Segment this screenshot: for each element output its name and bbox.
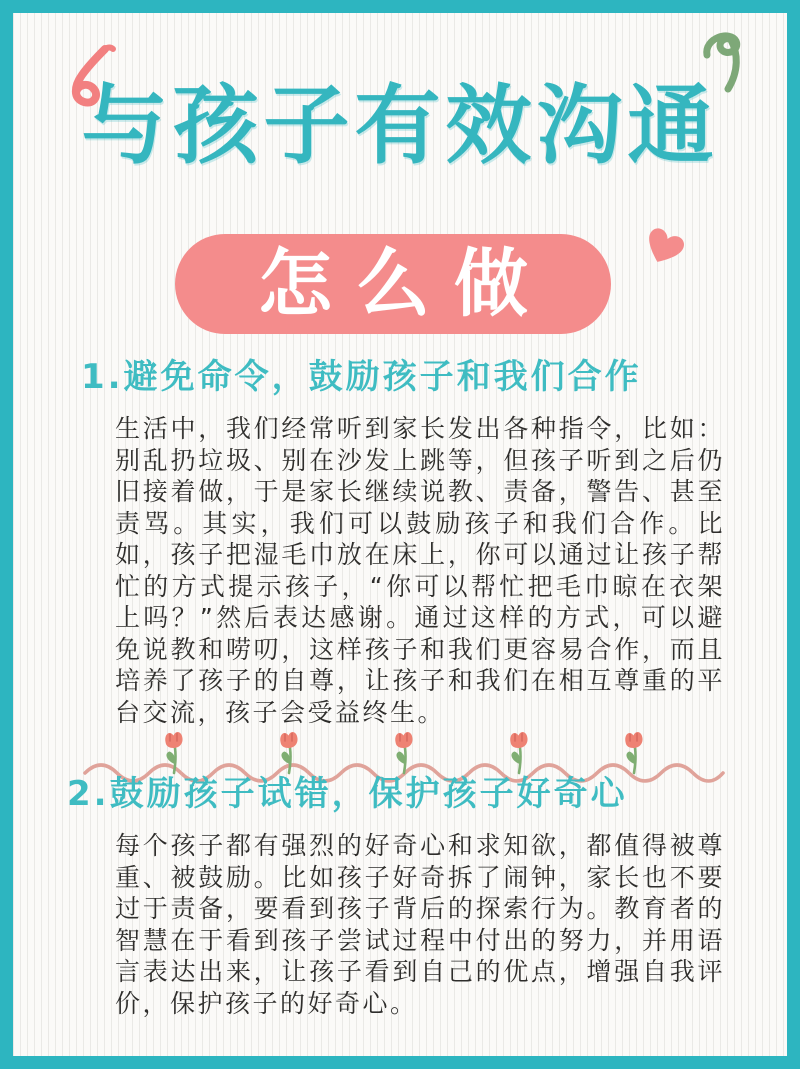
how-to-badge: 怎么做 <box>175 234 611 334</box>
section-1-heading: 1.避免命令，鼓励孩子和我们合作 <box>81 357 642 397</box>
section-1 <box>13 356 787 728</box>
poster-title: 与孩子有效沟通 <box>81 76 719 176</box>
section-2 <box>13 773 787 1019</box>
section-2-heading: 2.鼓励孩子试错，保护孩子好奇心 <box>67 774 628 814</box>
section-2-body: 每个孩子都有强烈的好奇心和求知欲，都值得被尊重、被鼓励。比如孩子好奇拆了闹钟，家长也不要过于责备，要看到孩子背后的探索行为。教育者的智慧在于看到孩子尝试过程中付出的努力，并用语言表达出来，让孩子看到自己的优点，增强自我评价，保护孩子的好奇心。 <box>115 831 725 1018</box>
heart-icon <box>637 220 692 274</box>
section-1-body: 生活中，我们经常听到家长发出各种指令，比如：别乱扔垃圾、别在沙发上跳等，但孩子听到之后仍旧接着做，于是家长继续说教、责备，警告、甚至责骂。其实，我们可以鼓励孩子和我们合作。比如，孩子把湿毛巾放在床上，你可以通过让孩子帮忙的方式提示孩子，“你可以帮忙把毛巾晾在衣架上吗？”然后表达感谢。通过这样的方式，可以避免说教和唠叨，这样孩子和我们更容易合作，而且培养了孩子的自尊，让孩子和我们在相互尊重的平台交流，孩子会受益终生。 <box>115 414 725 727</box>
